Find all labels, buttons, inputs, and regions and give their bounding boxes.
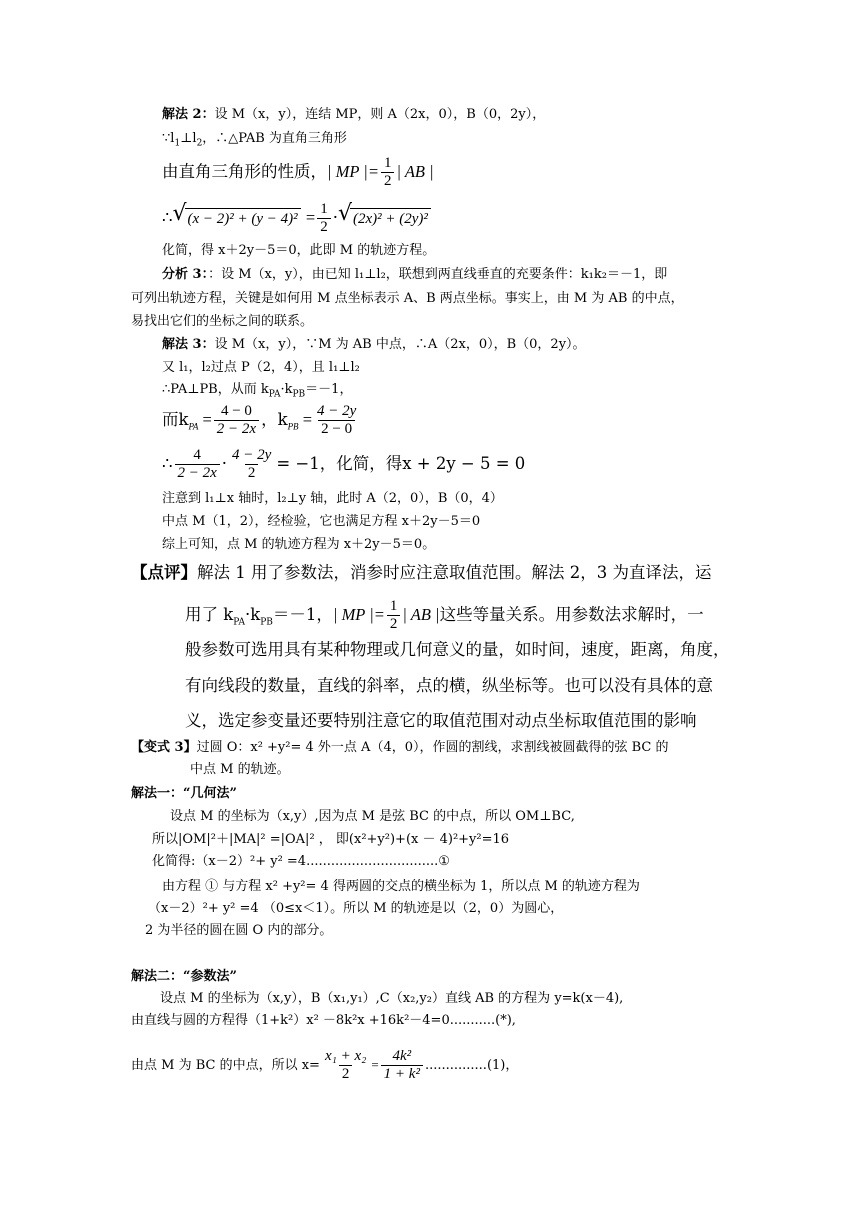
text-seg: ·k: [244, 605, 261, 624]
comment-line4: 有向线段的数量，直线的斜率，点的横，纵坐标等。也可以没有具体的意: [185, 676, 713, 695]
method1-line4: 由方程 ① 与方程 x² +y²= 4 得两圆的交点的横坐标为 1，所以点 M 的轨迹方程为: [162, 879, 640, 894]
numerator: 4k²: [392, 1048, 412, 1064]
text-seg: ＝－1，: [305, 382, 353, 397]
solution2-text: 设 M（x，y），连结 MP，则 A（2x，0），B（0，2y），: [214, 107, 546, 122]
solution2-line5: 化简，得 x＋2y－5＝0，此即 M 的轨迹方程。: [162, 243, 436, 258]
subscript: PA: [268, 389, 281, 400]
denominator: 2: [339, 1065, 353, 1083]
equals: =: [298, 410, 312, 429]
numerator: 4 − 0: [220, 403, 252, 419]
dot: ·: [221, 454, 228, 473]
numerator: 1: [320, 201, 328, 217]
subscript: PB: [260, 617, 273, 628]
comment-line2: [185, 598, 704, 633]
equals: =: [371, 1057, 379, 1072]
text-seg: 由直角三角形的性质，: [162, 162, 327, 181]
fraction: [317, 201, 331, 236]
denominator: 2: [381, 172, 395, 190]
fraction: [314, 403, 359, 438]
text-seg: ...............(1)，: [424, 1058, 519, 1073]
solution3-line5: [162, 447, 525, 482]
equals: =: [305, 208, 316, 227]
comment-line5: 义，选定参变量还要特别注意它的取值范围对动点坐标取值范围的影响: [185, 711, 697, 730]
solution3-line4: [162, 403, 361, 438]
denominator: 2: [245, 464, 259, 482]
analysis3-line1: [162, 266, 667, 284]
text-seg: 由点 M 为 BC 的中点，所以 x=: [131, 1058, 320, 1073]
text-seg: ＝－1，: [272, 605, 333, 624]
denominator: 2: [387, 615, 401, 633]
dot: ·: [332, 208, 338, 227]
method2-line3: [131, 1048, 518, 1083]
text-seg: ：设 M（x，y），由已知 l₁⊥l₂，联想到两直线垂直的充要条件：k₁k₂＝－1，即: [208, 267, 668, 282]
math-seg: | AB |: [396, 162, 434, 181]
text-seg: ·k: [280, 382, 293, 397]
solution2-line1: [162, 106, 545, 124]
solution2-line2: [162, 130, 347, 148]
text-seg: 过圆 O：x² +y²= 4 外一点 A（4，0），作圆的割线，求割线被圆截得的弦 BC 的: [196, 740, 669, 755]
numerator: 4: [193, 447, 201, 463]
fraction: [214, 403, 259, 438]
solution3-line3: [162, 381, 352, 399]
method2-line1: 设点 M 的坐标为（x,y），B（x₁,y₁）,C（x₂,y₂）直线 AB 的方程为 y=k(x－4),: [160, 991, 624, 1006]
method1-line2: 所以|OM|²＋|MA|² =|OA|² ， 即(x²+y²)+(x － 4)²+y²=16: [152, 832, 510, 847]
math-seg: | MP |=: [327, 162, 379, 181]
subscript: PB: [292, 389, 306, 400]
fraction: [381, 155, 395, 190]
fraction: [229, 447, 274, 482]
subscript: 2: [196, 138, 203, 149]
text-seg: 设 M（x，y），∵M 为 AB 中点，∴A（2x，0），B（0，2y）。: [214, 337, 586, 352]
denominator: 2: [317, 218, 331, 236]
fraction: [387, 598, 401, 633]
text-seg: ∵l: [162, 131, 175, 146]
radicand: (x − 2)² + (y − 4)²: [185, 208, 301, 227]
therefore-symbol: ∴: [162, 454, 173, 473]
text-seg: ，∴△PAB 为直角三角形: [202, 131, 347, 146]
method1-line5: （x－2）²+ y² =4 （0≤x＜1）。所以 M 的轨迹是以（2，0）为圆心，: [148, 901, 564, 916]
variant3-label: 【变式 3】: [131, 740, 197, 755]
method1-line6: 2 为半径的圆在圆 O 内的部分。: [145, 923, 333, 938]
radicand: (2x)² + (2y)²: [350, 208, 431, 227]
math-seg: | AB |: [402, 605, 440, 624]
sqrt-expr: [338, 207, 431, 230]
analysis3-line2: 可列出轨迹方程，关键是如何用 M 点坐标表示 A、B 两点坐标。事实上，由 M 为 AB 的中点，: [131, 291, 684, 306]
comment-line3: 般参数可选用具有某种物理或几何意义的量，如时间，速度，距离，角度，: [185, 640, 730, 659]
solution3-line7: 中点 M（1，2），经检验，它也满足方程 x＋2y－5＝0: [162, 514, 481, 529]
numerator: 4 − 2y: [232, 447, 272, 463]
solution3-line1: [162, 336, 586, 354]
solution2-line3: [162, 155, 434, 190]
denominator: 1 + k²: [381, 1065, 423, 1083]
numerator: x₁ + x₂: [324, 1048, 367, 1064]
fraction: [175, 447, 220, 482]
solution2-line4: [162, 201, 431, 236]
text-seg: = −1，化简，得x + 2y − 5 = 0: [276, 454, 526, 473]
text-seg: 解法 1 用了参数法，消参时应注意取值范围。解法 2，3 为直译法，运: [197, 563, 712, 582]
solution3-line2: 又 l₁，l₂过点 P（2，4），且 l₁⊥l₂: [162, 360, 360, 375]
equals: =: [198, 410, 212, 429]
text-seg: 用了 k: [185, 605, 234, 624]
text-seg: ，k: [261, 410, 288, 429]
denominator: 2 − 0: [318, 420, 355, 438]
numerator: 1: [389, 598, 398, 614]
analysis3-line3: 易找出它们的坐标之间的联系。: [131, 314, 314, 329]
solution2-label: 解法 2：: [162, 107, 215, 122]
method1-line1: 设点 M 的坐标为（x,y）,因为点 M 是弦 BC 的中点，所以 OM⊥BC,: [170, 809, 575, 824]
solution3-line6: 注意到 l₁⊥x 轴时，l₂⊥y 轴，此时 A（2，0），B（0，4）: [162, 491, 503, 506]
numerator: 1: [383, 155, 392, 171]
sqrt-expr: [173, 207, 301, 230]
denominator: 2 − 2x: [214, 420, 259, 438]
text-seg: 而k: [162, 410, 189, 429]
subscript: PA: [188, 421, 199, 432]
math-seg: | MP |=: [332, 605, 385, 624]
comment-line1: [131, 562, 711, 584]
variant3-line1: [131, 739, 669, 757]
text-seg: ⊥l: [180, 131, 197, 146]
fraction: [322, 1048, 369, 1083]
method1-title: 解法一：“几何法”: [131, 786, 237, 801]
method2-title: 解法二：“参数法”: [131, 969, 237, 984]
method1-line3: 化简得:（x－2）²+ y² =4................................①: [152, 854, 450, 869]
subscript: PB: [287, 421, 299, 432]
variant3-line2: 中点 M 的轨迹。: [190, 762, 290, 777]
analysis3-label: 分析 3：: [162, 267, 209, 282]
text-seg: 这些等量关系。用参数法求解时，一: [439, 605, 704, 624]
therefore-symbol: ∴: [162, 208, 173, 227]
method2-line2: 由直线与圆的方程得（1+k²）x² －8k²x +16k²－4=0...........(*),: [131, 1013, 516, 1028]
subscript: PA: [233, 617, 245, 628]
solution3-line8: 综上可知，点 M 的轨迹方程为 x＋2y－5＝0。: [162, 537, 436, 552]
fraction: [381, 1048, 423, 1083]
numerator: 4 − 2y: [317, 403, 357, 419]
comment-label: 【点评】: [131, 563, 197, 582]
subscript: 1: [174, 138, 181, 149]
denominator: 2 − 2x: [175, 464, 220, 482]
solution3-label: 解法 3：: [162, 337, 215, 352]
text-seg: ∴PA⊥PB，从而 k: [162, 382, 269, 397]
